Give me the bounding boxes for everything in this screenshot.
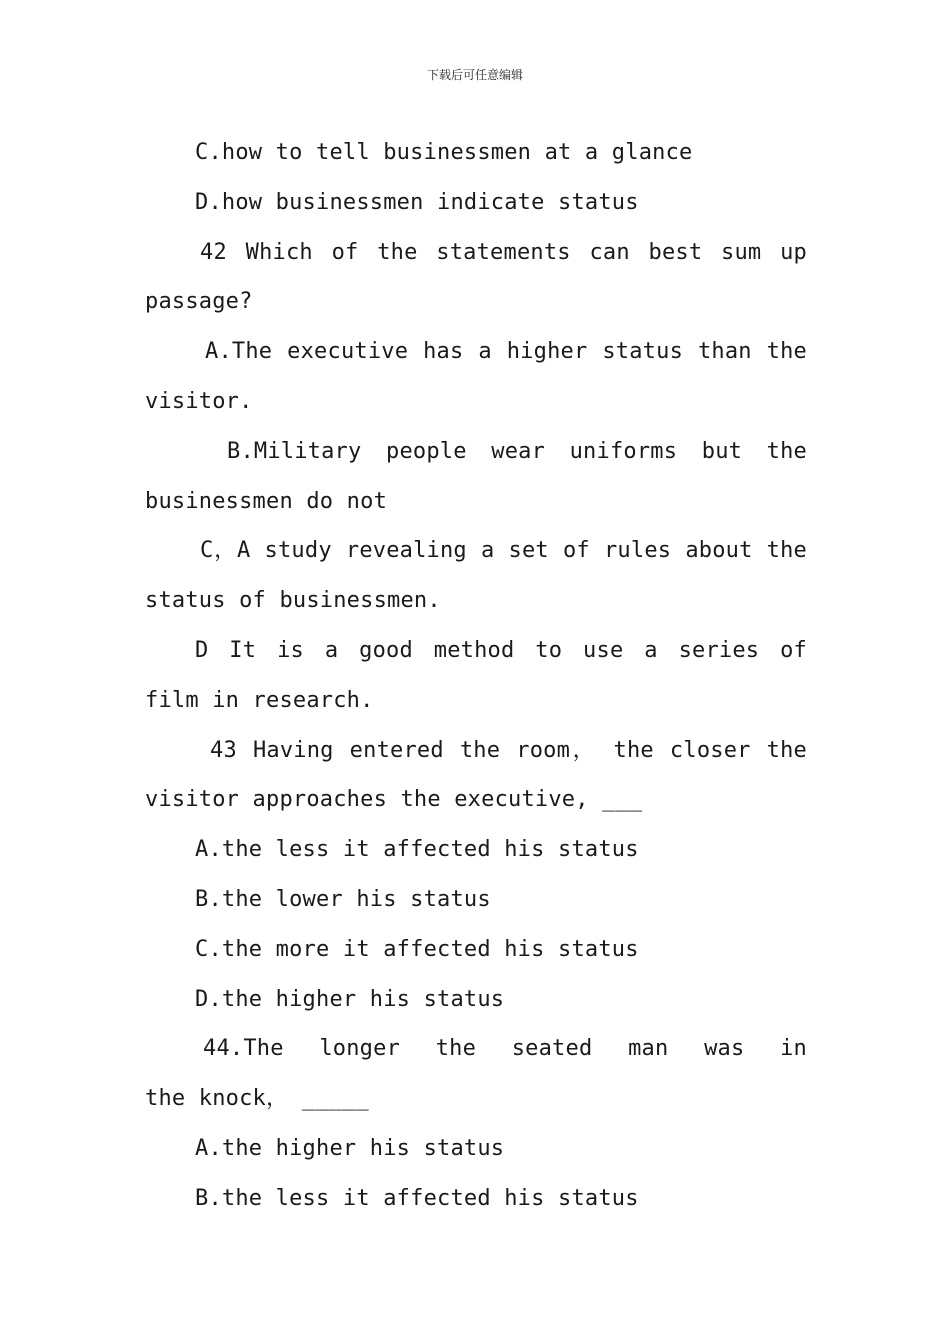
option-b-42: B.Military people wear uniforms but the <box>227 438 807 464</box>
option-d-43: D.the higher his status <box>195 986 505 1012</box>
option-b-42-continued: businessmen do not <box>145 488 388 514</box>
option-b-44: B.the less it affected his status <box>195 1185 639 1211</box>
option-d-42: D It is a good method to use a series of <box>195 637 807 663</box>
option-b-43: B.the lower his status <box>195 886 491 912</box>
option-a-44: A.the higher his status <box>195 1135 505 1161</box>
question-44: 44.The longer the seated man was in <box>203 1036 807 1062</box>
option-c-42: C，A study revealing a set of rules about the <box>200 538 807 564</box>
page-header: 下载后可任意编辑 <box>426 68 523 82</box>
option-c-41: C.how to tell businessmen at a glance <box>195 140 693 165</box>
question-43-continued: visitor approaches the executive, ___ <box>145 787 643 813</box>
question-42-continued: passage? <box>145 289 253 315</box>
document-body <box>145 128 807 1224</box>
option-a-42-continued: visitor. <box>145 388 253 414</box>
question-42: 42 Which of the statements can best sum up <box>200 239 807 265</box>
option-d-41: D.how businessmen indicate status <box>195 189 639 215</box>
option-c-43: C.the more it affected his status <box>195 936 639 962</box>
question-44-continued: the knock， _____ <box>145 1086 369 1112</box>
question-43: 43 Having entered the room， the closer the <box>210 737 807 763</box>
option-c-42-continued: status of businessmen. <box>145 588 441 614</box>
option-a-43: A.the less it affected his status <box>195 837 639 863</box>
option-a-42: A.The executive has a higher status than the <box>205 339 807 365</box>
option-d-42-continued: film in research. <box>145 687 374 713</box>
